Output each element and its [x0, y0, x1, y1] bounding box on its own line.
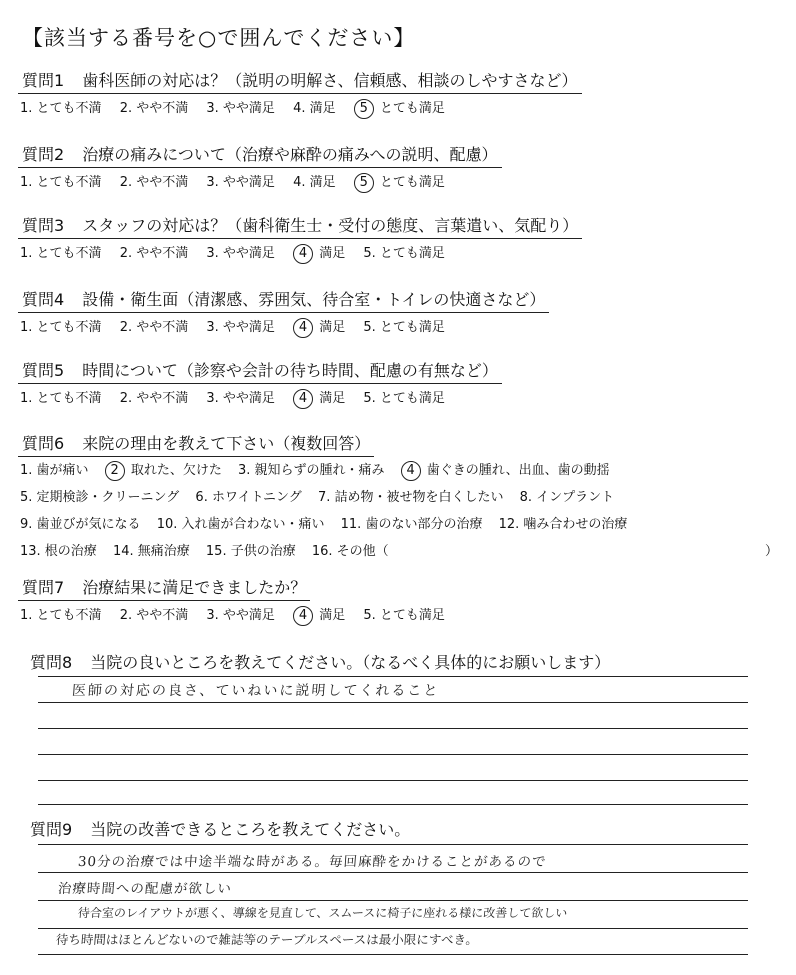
option-4-circled[interactable]: 4 満足: [293, 604, 345, 626]
writing-line: [38, 844, 748, 845]
option-13[interactable]: 13. 根の治療: [20, 544, 97, 559]
option-3[interactable]: 3. やや満足: [206, 101, 275, 116]
option-1[interactable]: 1. とても不満: [20, 320, 102, 335]
writing-line: [38, 780, 748, 781]
option-2[interactable]: 2. やや不満: [119, 608, 189, 623]
question-2: [18, 142, 778, 193]
writing-line: [38, 702, 748, 703]
option-2-circled[interactable]: 2 取れた、欠けた: [105, 457, 222, 484]
other-close-paren: ）: [765, 544, 779, 559]
option-6[interactable]: 6. ホワイトニング: [195, 490, 302, 505]
option-7[interactable]: 7. 詰め物・被せ物を白くしたい: [317, 490, 504, 505]
option-10[interactable]: 10. 入れ歯が合わない・痛い: [156, 517, 325, 532]
option-2[interactable]: 2. やや不満: [119, 246, 189, 261]
question-1: [18, 68, 778, 119]
option-5[interactable]: 5. 定期検診・クリーニング: [20, 490, 180, 505]
question-title: 質問9 当院の改善できるところを教えてください。: [30, 820, 411, 839]
question-title: 質問1 歯科医師の対応は？（説明の明解さ、信頼感、相談のしやすさなど）: [18, 68, 582, 94]
option-list: [18, 171, 778, 193]
writing-line: [38, 928, 748, 929]
circle-mark: 4: [293, 318, 313, 338]
question-title: 質問8 当院の良いところを教えてください。（なるべく具体的にお願いします）: [30, 653, 611, 672]
writing-line: [38, 754, 748, 755]
option-list: [18, 604, 778, 626]
question-title: 質問5 時間について（診察や会計の待ち時間、配慮の有無など）: [18, 358, 502, 384]
option-4-circled[interactable]: 4 満足: [293, 242, 345, 264]
option-5-circled[interactable]: 5 とても満足: [354, 171, 445, 193]
option-2[interactable]: 2. やや不満: [119, 391, 189, 406]
option-3[interactable]: 3. やや満足: [206, 608, 275, 623]
handwritten-answer: 待合室のレイアウトが悪く、導線を見直して、スムースに椅子に座れる様に改善して欲しい: [77, 906, 568, 920]
writing-line: [38, 954, 748, 955]
circle-mark: 5: [354, 99, 374, 119]
option-5[interactable]: 5. とても満足: [363, 391, 445, 406]
option-1[interactable]: 1. とても不満: [20, 391, 102, 406]
option-1[interactable]: 1. とても不満: [20, 246, 102, 261]
option-2[interactable]: 2. やや不満: [119, 175, 189, 190]
question-title: 質問6 来院の理由を教えて下さい（複数回答）: [18, 431, 374, 457]
question-5: [18, 358, 778, 409]
option-list: [18, 97, 778, 119]
option-1[interactable]: 1. とても不満: [20, 608, 102, 623]
option-list: [18, 316, 778, 338]
option-4-circled[interactable]: 4 満足: [293, 387, 345, 409]
option-8[interactable]: 8. インプラント: [519, 490, 615, 505]
option-4[interactable]: 4. 満足: [293, 101, 336, 116]
option-4-circled[interactable]: 4 満足: [293, 316, 345, 338]
option-9[interactable]: 9. 歯並びが気になる: [20, 517, 141, 532]
option-5[interactable]: 5. とても満足: [363, 320, 445, 335]
circle-mark: 4: [293, 389, 313, 409]
circle-mark: 5: [354, 173, 374, 193]
handwritten-answer: 待ち時間はほとんどないので雑誌等のテーブルスペースは最小限にすべき。: [55, 932, 479, 947]
handwritten-answer: 30分の治療では中途半端な時がある。毎回麻酔をかけることがあるので: [77, 854, 548, 870]
option-2[interactable]: 2. やや不満: [119, 101, 189, 116]
question-6: [18, 431, 778, 565]
circle-mark: 4: [293, 606, 313, 626]
question-title: 質問2 治療の痛みについて（治療や麻酔の痛みへの説明、配慮）: [18, 142, 502, 168]
writing-line: [38, 804, 748, 805]
answer-area-q9[interactable]: [38, 844, 748, 972]
question-3: [18, 213, 778, 264]
circle-mark: 4: [293, 244, 313, 264]
question-9: [18, 817, 778, 840]
option-2[interactable]: 2. やや不満: [119, 320, 189, 335]
option-4[interactable]: 4. 満足: [293, 175, 336, 190]
option-list: [18, 242, 778, 264]
circle-mark: 2: [105, 461, 125, 481]
option-11[interactable]: 11. 歯のない部分の治療: [340, 517, 483, 532]
handwritten-answer: 治療時間への配慮が欲しい: [57, 881, 233, 897]
page-header: 【該当する番号を○で囲んでください】: [22, 26, 416, 50]
circle-mark: 4: [401, 461, 421, 481]
option-4-circled[interactable]: 4 歯ぐきの腫れ、出血、歯の動揺: [401, 457, 610, 484]
option-14[interactable]: 14. 無痛治療: [112, 544, 190, 559]
option-3[interactable]: 3. やや満足: [206, 391, 275, 406]
writing-line: [38, 872, 748, 873]
option-16[interactable]: 16. その他（: [311, 544, 389, 559]
writing-line: [38, 728, 748, 729]
option-3[interactable]: 3. やや満足: [206, 175, 275, 190]
option-1[interactable]: 1. とても不満: [20, 101, 102, 116]
option-3[interactable]: 3. やや満足: [206, 246, 275, 261]
option-list: [18, 387, 778, 409]
option-3[interactable]: 3. 親知らずの腫れ・痛み: [237, 463, 385, 478]
option-5[interactable]: 5. とても満足: [363, 246, 445, 261]
option-5-circled[interactable]: 5 とても満足: [354, 97, 445, 119]
question-7: [18, 575, 778, 626]
option-12[interactable]: 12. 噛み合わせの治療: [498, 517, 628, 532]
option-grid: [18, 457, 778, 565]
question-title: 質問3 スタッフの対応は？（歯科衛生士・受付の態度、言葉遣い、気配り）: [18, 213, 582, 239]
answer-area-q8[interactable]: [38, 676, 748, 806]
option-1[interactable]: 1. とても不満: [20, 175, 102, 190]
handwritten-answer: 医師の対応の良さ、ていねいに説明してくれること: [71, 683, 440, 699]
option-1[interactable]: 1. 歯が痛い: [20, 463, 89, 478]
question-8: [18, 650, 778, 673]
option-3[interactable]: 3. やや満足: [206, 320, 275, 335]
question-title: 質問4 設備・衛生面（清潔感、雰囲気、待合室・トイレの快適さなど）: [18, 287, 549, 313]
writing-line: [38, 676, 748, 677]
option-15[interactable]: 15. 子供の治療: [205, 544, 296, 559]
question-title: 質問7 治療結果に満足できましたか？: [18, 575, 310, 601]
option-5[interactable]: 5. とても満足: [363, 608, 445, 623]
writing-line: [38, 900, 748, 901]
question-4: [18, 287, 778, 338]
